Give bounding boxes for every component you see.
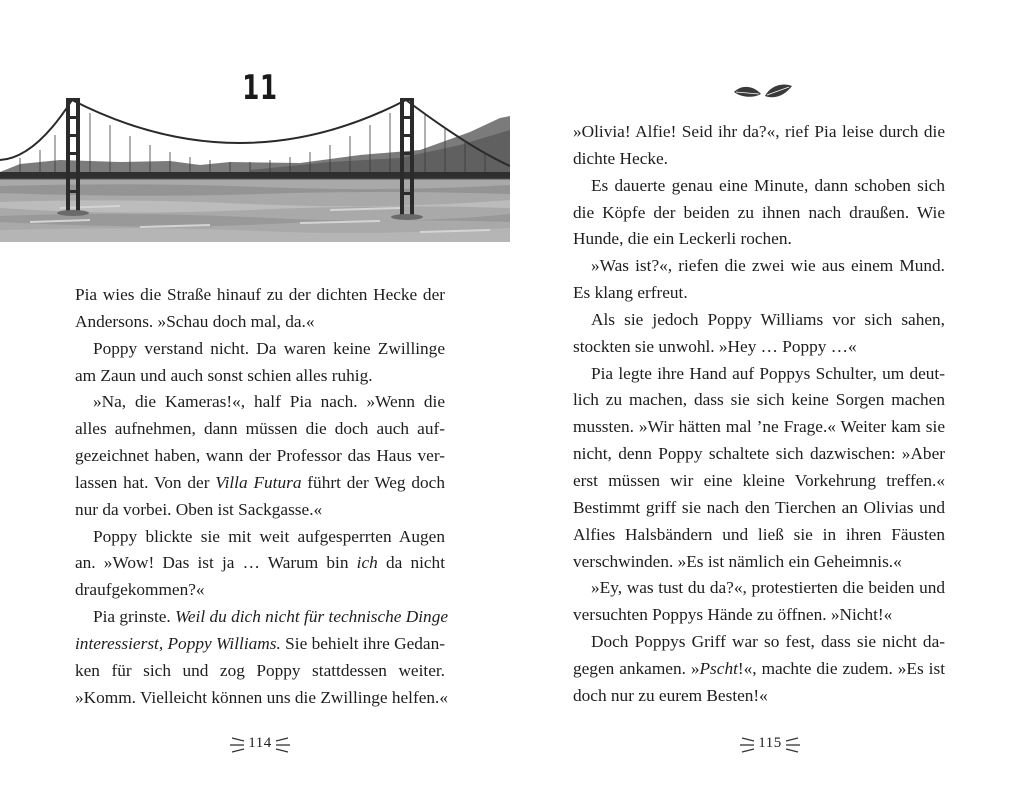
text-line [573, 629, 945, 656]
text-line [573, 361, 945, 388]
text-segment: stockten sie unwohl. »Hey … Poppy …« [573, 336, 857, 356]
text-segment: draufgekommen?« [75, 580, 205, 600]
text-line [75, 416, 445, 443]
text-line [573, 549, 945, 576]
text-segment: Es klang erfreut. [573, 283, 688, 303]
text-line [75, 685, 448, 712]
text-segment: Doch Poppys Griff war so fest, dass sie nicht da- [591, 632, 945, 652]
text-segment: Es dauerte genau eine Minute, dann schoben sich [591, 175, 945, 195]
text-line [75, 577, 445, 604]
right-body-text [573, 119, 945, 710]
text-segment: versuchten Poppys Hände zu öffnen. »Nicht!« [573, 605, 893, 625]
text-line [573, 468, 945, 495]
text-segment: alles aufnehmen, dann müssen die doch auch auf- [75, 419, 445, 439]
text-segment: Alfies Halsbändern und ließ sie in ihren Fäusten [573, 524, 945, 544]
text-line [573, 387, 945, 414]
italic-text: Villa Futura [215, 472, 302, 492]
text-segment: nicht, denn Poppy schaltete sich dazwischen: »Aber [573, 444, 945, 464]
text-line [573, 441, 945, 468]
text-line [573, 495, 945, 522]
text-line [573, 575, 945, 602]
text-line [573, 602, 945, 629]
page-number-left [220, 732, 300, 758]
text-segment: Sie behielt ihre Gedan- [280, 633, 445, 653]
text-line [75, 470, 445, 497]
page-number-right [730, 732, 810, 758]
italic-text: ich [356, 553, 378, 573]
text-segment: am Zaun und auch sonst schien alles ruhig. [75, 365, 373, 385]
text-line [75, 282, 445, 309]
text-segment: doch nur zu eurem Besten!« [573, 685, 768, 705]
text-segment: Pia grinste. [93, 607, 176, 627]
text-line [573, 173, 945, 200]
text-segment: Poppy verstand nicht. Da waren keine Zwillinge [93, 338, 445, 358]
text-line [573, 522, 945, 549]
italic-text: Weil du dich nicht für technische Dinge [175, 607, 448, 627]
italic-text: Pscht [699, 658, 738, 678]
text-line [573, 280, 945, 307]
text-line [75, 363, 445, 390]
text-line [573, 119, 945, 146]
text-segment: »Komm. Vielleicht können uns die Zwillinge helfen.« [75, 687, 448, 707]
text-line [75, 631, 445, 658]
chapter-number: 11 [242, 68, 278, 108]
text-line [573, 414, 945, 441]
golden-gate-bridge-illustration [0, 90, 510, 242]
text-segment: Als sie jedoch Poppy Williams vor sich sahen, [591, 309, 945, 329]
text-line [573, 307, 945, 334]
text-segment: Andersons. »Schau doch mal, da.« [75, 311, 315, 331]
text-segment: dichte Hecke. [573, 148, 668, 168]
text-segment: führt der Weg doch [301, 472, 445, 492]
text-segment: !«, machte die zudem. »Es ist [737, 658, 945, 678]
text-segment: Pia wies die Straße hinauf zu der dichten Hecke der [75, 285, 445, 304]
text-segment: Hunde, die ein Leckerli rochen. [573, 229, 792, 249]
right-page [510, 0, 1020, 812]
text-segment: gezeichnet haben, wann der Professor das Haus ver- [75, 446, 445, 466]
text-segment: Pia legte ihre Hand auf Poppys Schulter, um deut- [591, 363, 945, 383]
text-segment: gegen ankamen. » [573, 658, 700, 678]
text-segment: an. »Wow! Das ist ja … Warum bin [75, 553, 357, 573]
text-segment: mussten. »Wir hätten mal ’ne Frage.« Weiter kam sie [573, 417, 945, 437]
text-segment: die Köpfe der beiden zu ihnen nach draußen. Wie [573, 202, 945, 222]
text-segment: »Was ist?«, riefen die zwei wie aus einem Mund. [591, 256, 945, 276]
text-segment: erst müssen wir eine kleine Vorkehrung treffen.« [573, 470, 945, 490]
text-line [75, 497, 445, 524]
text-line [75, 389, 445, 416]
text-segment: lassen hat. Von der [75, 472, 216, 492]
text-line [75, 524, 445, 551]
text-line [573, 334, 945, 361]
left-body-text [75, 282, 448, 712]
text-segment: verschwinden. »Es ist nämlich ein Geheimnis.« [573, 551, 902, 571]
text-line [75, 309, 445, 336]
text-line [573, 656, 945, 683]
text-segment: Poppy blickte sie mit weit aufgesperrten Augen [93, 526, 445, 546]
text-line [75, 443, 445, 470]
text-segment: lich zu machen, dass sie sich keine Sorgen machen [573, 390, 945, 410]
text-segment: »Olivia! Alfie! Seid ihr da?«, rief Pia leise durch die [573, 122, 945, 141]
text-line [75, 658, 445, 685]
text-segment: nur da vorbei. Oben ist Sackgasse.« [75, 499, 323, 519]
text-segment: da nicht [377, 553, 445, 573]
feathers-ornament-icon [732, 82, 794, 106]
text-line [75, 550, 445, 577]
text-segment: ken für sich und zog Poppy stattdessen weiter. [75, 660, 445, 680]
page-number-text: 114 [248, 735, 272, 751]
text-line [573, 226, 945, 253]
text-segment: Bestimmt griff sie nach den Tierchen an Olivias und [573, 497, 945, 517]
text-line [573, 200, 945, 227]
italic-text: interessierst, Poppy Williams. [75, 633, 281, 653]
text-segment: »Ey, was tust du da?«, protestierten die beiden und [591, 578, 945, 598]
text-line [573, 253, 945, 280]
text-line [573, 146, 945, 173]
text-line [75, 604, 448, 631]
text-segment: »Na, die Kameras!«, half Pia nach. »Wenn die [93, 392, 445, 412]
text-line [75, 336, 445, 363]
text-line [573, 683, 945, 710]
page-number-text: 115 [758, 735, 782, 751]
